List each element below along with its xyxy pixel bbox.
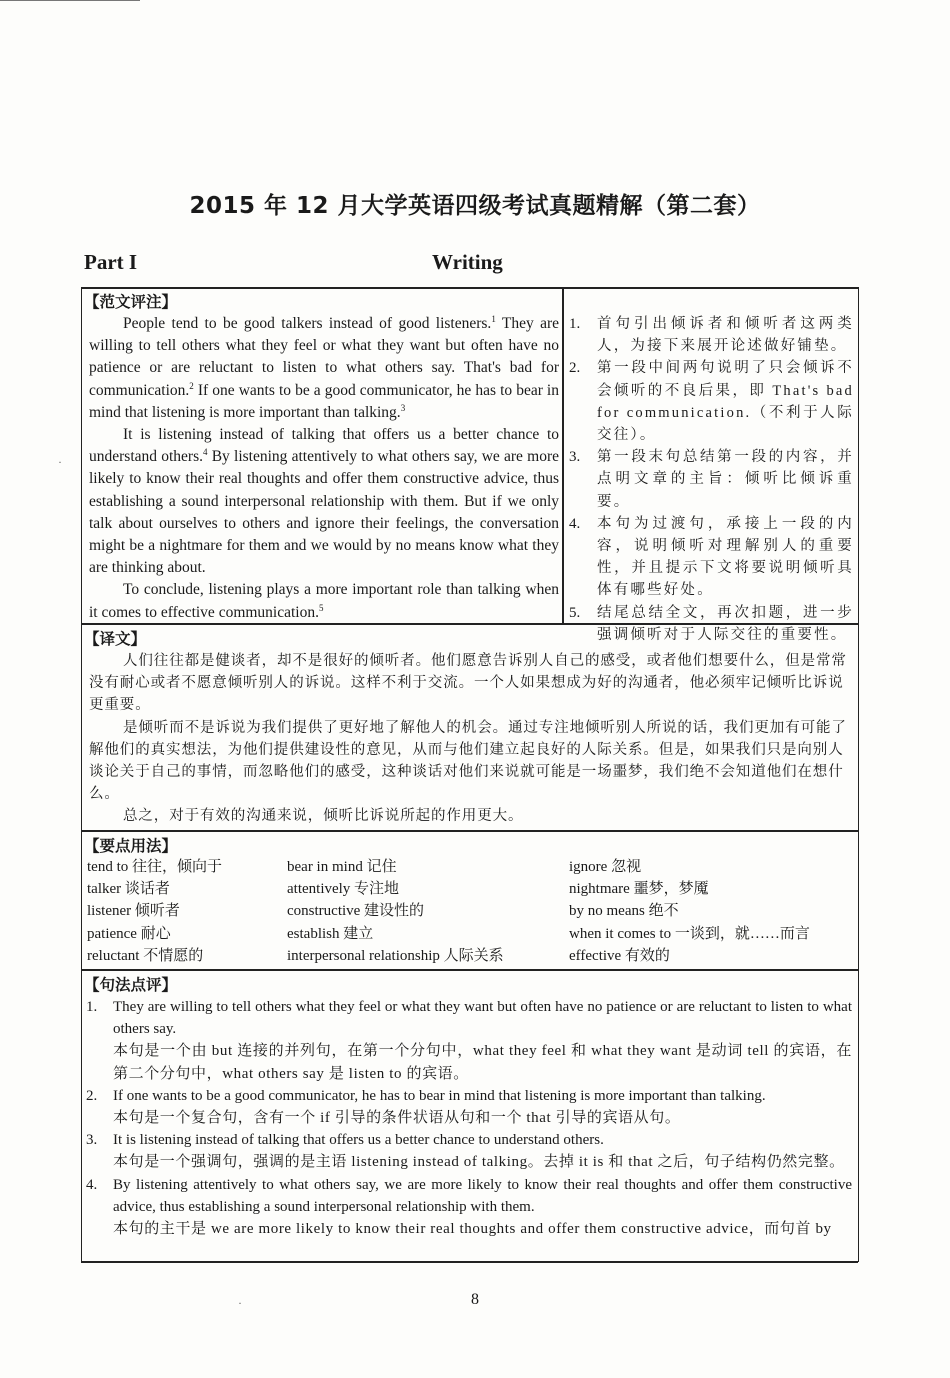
sample-header: 【范文评注】 <box>84 293 178 311</box>
essay-paragraph-3 <box>89 579 559 623</box>
essay-sentence-6: To conclude, listening plays a more important role than talking when it comes to effective communication. <box>89 581 559 621</box>
note-item: 3. 第一段末句总结第一段的内容，并点明文章的主旨：倾听比倾诉重要。 <box>569 449 854 510</box>
vocab-item: tend to 往往，倾向于 <box>87 859 222 875</box>
page-title: 2015 年 12 月大学英语四级考试真题精解（第二套） <box>189 193 761 219</box>
note-marker-2: 2 <box>189 380 194 391</box>
vocab-item: ignore 忽视 <box>569 859 642 875</box>
note-item: 2. 第一段中间两句说明了只会倾诉不会倾听的不良后果，即 That's bad for communication.（不利于人际交往）。 <box>569 360 854 444</box>
vocab-item: reluctant 不情愿的 <box>87 947 204 964</box>
translation-text <box>89 650 853 828</box>
vocab-item: by no means 绝不 <box>569 903 679 920</box>
syntax-list <box>86 996 852 1240</box>
section-title: Writing <box>432 250 503 274</box>
essay-paragraph-2 <box>89 424 559 579</box>
vocab-item: establish 建立 <box>287 925 374 942</box>
syntax-item: 1. They are willing to tell others what they feel or what they want but often have no patience or are reluctant to listen to what others say. 本句是一个由 but 连接的并列句，在第一个分句中，what they feel 和 what they want 是动词 tell 的宾语，在第二个分句中，what others say 是 listen to 的宾语。 <box>86 999 852 1082</box>
translation-paragraph-3: 总之，对于有效的沟通来说，倾听比诉说所起的作用更大。 <box>123 808 524 825</box>
keypoints-header: 【要点用法】 <box>84 837 178 855</box>
syntax-item: 2. If one wants to be a good communicator, he has to bear in mind that listening is more important than talking. 本句是一个复合句，含有一个 if 引导的条件状语从句和一个 that 引导的宾语从句。 <box>86 1087 766 1127</box>
note-marker-5: 5 <box>319 602 324 613</box>
vocab-grid <box>87 856 859 967</box>
vocab-item: talker 谈话者 <box>87 881 170 898</box>
vocab-item: constructive 建设性的 <box>287 903 425 920</box>
frame-top-rule <box>81 287 858 289</box>
translation-paragraph-1: 人们往往都是健谈者，却不是很好的倾听者。他们愿意告诉别人自己的感受，或者他们想要什么，但是常常没有耐心或者不愿意倾听别人的诉说。这样不利于交流。一个人如果想成为好的沟通者，他必须牢记倾听比诉说更重要。 <box>89 653 847 714</box>
page-number: 8 <box>471 1291 479 1308</box>
note-marker-3: 3 <box>400 402 406 413</box>
column-divider <box>562 287 564 624</box>
note-marker-4: 4 <box>202 447 208 458</box>
scan-speck: · <box>238 1296 242 1310</box>
essay-sentence-1: People tend to be good talkers instead of good listeners. <box>123 315 492 332</box>
rule-after-translation <box>81 830 858 832</box>
essay-sentence-5: By listening attentively to what others say, we are more likely to know their real thoughts and offer them constructive advice, thus establishing a sound interpersonal relationship with them. But if we only talk about ourselves to others and ignore their feelings, the conversation might be a nightmare for them and we would by no means know what they are thinking about. <box>89 448 559 577</box>
essay-notes <box>569 313 854 646</box>
frame-bottom-rule <box>81 1261 858 1263</box>
translation-header: 【译文】 <box>84 630 147 648</box>
essay-sentence-4: It is listening instead of talking that offers us a better chance to understand others. <box>89 426 559 466</box>
vocab-item: when it comes to 一谈到，就……而言 <box>569 925 810 942</box>
vocab-item: interpersonal relationship 人际关系 <box>287 947 504 964</box>
syntax-item: 4. By listening attentively to what others say, we are more likely to know their real thoughts and offer them constructive advice, thus establishing a sound interpersonal relationship with them. 本句的主干是 we are more likely to know their real thoughts and offer them constructive advice，而句首 by <box>86 1176 852 1238</box>
vocab-item: attentively 专注地 <box>287 881 400 898</box>
scan-speck: · <box>58 455 62 469</box>
part-label: Part I <box>84 250 138 274</box>
vocab-item: effective 有效的 <box>569 947 670 964</box>
essay-paragraph-1 <box>89 313 559 424</box>
essay-sentence-2: They are willing to tell others what they feel or what they want but often have no patience or are reluctant to listen to what others say. That's bad for communication. <box>89 315 559 399</box>
syntax-header: 【句法点评】 <box>84 976 178 994</box>
sample-essay <box>89 313 559 624</box>
rule-after-keypoints <box>81 969 858 971</box>
vocab-item: nightmare 噩梦，梦魇 <box>569 881 709 898</box>
note-item: 1. 首句引出倾诉者和倾听者这两类人，为接下来展开论述做好铺垫。 <box>569 316 854 355</box>
note-item: 4. 本句为过渡句，承接上一段的内容，说明倾听对理解别人的重要性，并且提示下文将要说明倾听具体有哪些好处。 <box>569 515 854 599</box>
syntax-item: 3. It is listening instead of talking that offers us a better chance to understand others. 本句是一个强调句，强调的是主语 listening instead of talking。去掉 it is 和 that 之后，句子结构仍然完整。 <box>86 1132 845 1171</box>
translation-paragraph-2: 是倾听而不是诉说为我们提供了更好地了解他人的机会。通过专注地倾听别人所说的话，我们更加有可能了解他们的真实想法，为他们提供建设性的意见，从而与他们建立起良好的人际关系。但是，如果我们只是向别人谈论关于自己的事情，而忽略他们的感受，这种谈话对他们来说就可能是一场噩梦，我们绝不会知道他们在想什么。 <box>89 719 847 803</box>
vocab-item: patience 耐心 <box>87 925 171 942</box>
top-rule <box>0 0 140 1</box>
vocab-item: bear in mind 记住 <box>287 859 397 875</box>
vocab-item: listener 倾听者 <box>87 903 180 920</box>
essay-sentence-3: If one wants to be a good communicator, he has to bear in mind that listening is more important than talking. <box>89 381 559 421</box>
note-marker-1: 1 <box>491 313 496 324</box>
note-item: 5. 结尾总结全文，再次扣题，进一步强调倾听对于人际交往的重要性。 <box>569 604 854 643</box>
